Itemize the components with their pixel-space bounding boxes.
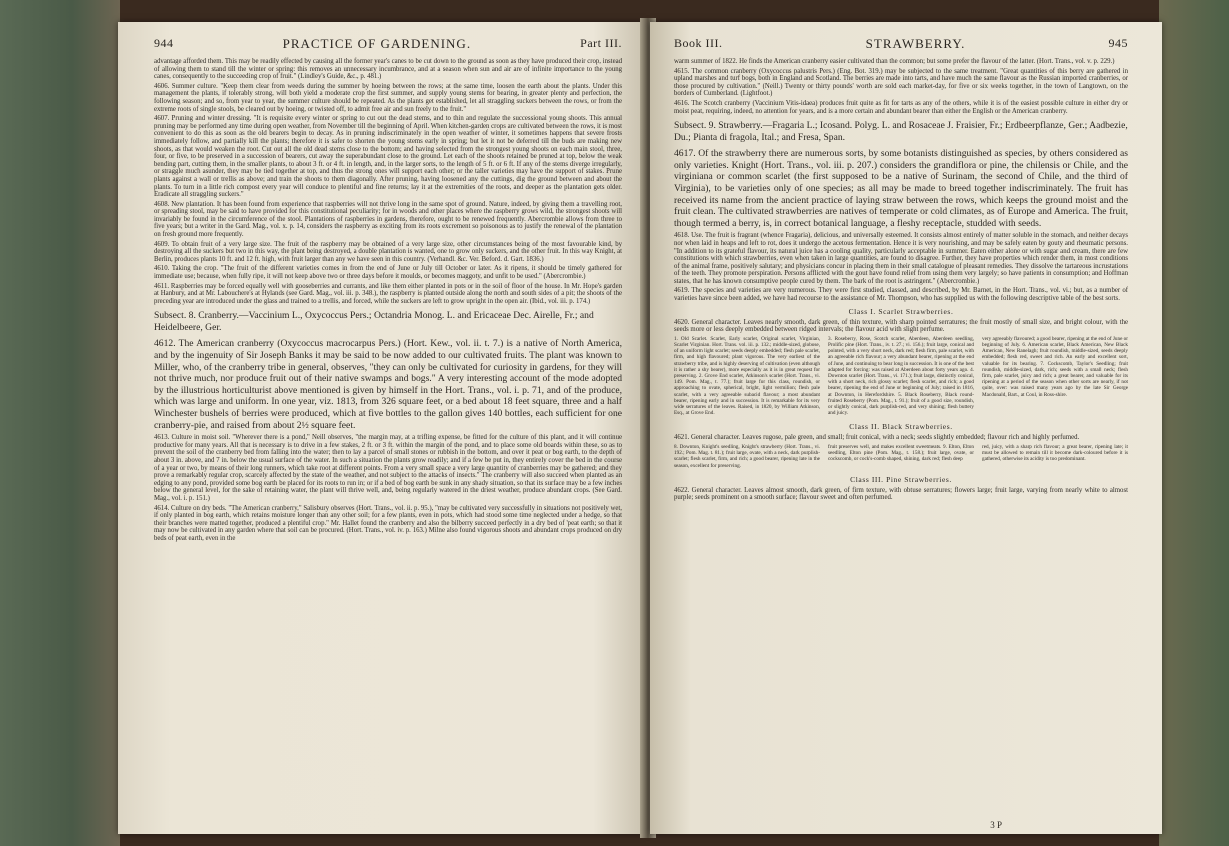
variety-text: 8. Downton, Knight's seedling, Knight's strawberry (Hort. Trans., vi. 192.; Pom. Mag. t. 81.); fruit large, ovate, with a neck, dark purplish-scarlet; flesh scarlet, firm, and rich; a good bearer, ripening late in the season, excellent for preserving.: [674, 444, 820, 469]
signature-mark: 3 P: [990, 820, 1002, 830]
paragraph: 4619. The species and varieties are very numerous. They were first studied, classed, and described, by Mr. Barnet, in the Hort. Trans., vol. vi.; but, as a number of varieties have since been added, we have had recourse to the assistance of Mr. Thompson, who has supplied us with the following descriptive table of the best sorts.: [674, 287, 1128, 303]
paragraph: 4610. Taking the crop. "The fruit of the different varieties comes in from the end of June or July till October or later. As it ripens, it should be timely gathered for immediate use; because, when fully ripe, it will not keep above two or three days before it moulds, or becomes maggoty, and unfit to be used." (Abercrombie.): [154, 265, 622, 281]
paragraph: warm summer of 1822. He finds the American cranberry easier cultivated than the common; but some prefer the flavour of the latter. (Hort. Trans., vol. v. p. 229.): [674, 58, 1115, 65]
variety-column: [674, 336, 820, 419]
section-heading-strawberry: Subsect. 9. Strawberry.—Fragaria L.; Icosand. Polyg. L. and Rosaceae J. Fraisier, Fr.; Erdbeerpflanze, Ger.; Aadbezie, Du.; Pianta di fragola, Ital.; and Fresa, Span.: [674, 120, 1128, 144]
section-heading-cranberry: Subsect. 8. Cranberry.—Vaccinium L., Oxycoccus Pers.; Octandria Monog. L. and Ericaceae Dec. Airelle, Fr.; and Heidelbeere, Ger.: [154, 310, 594, 334]
book-cover-left: [0, 0, 120, 846]
paragraph: 4609. To obtain fruit of a very large size. The fruit of the raspberry may be obtained of a very large size, other circumstances being of the most favourable kind, by destroying all the suckers but two in this way, the plant being destroyed, a double plantation is wanted, one to grow only suckers, and the other fruit. In this way Knight, at Berlin, produces plants 10 ft. and 12 ft. high, with fruit larger than any we have seen in this country. (Verhandl. &c. Ver. Beford. d. Gart. 1836.): [154, 240, 622, 263]
class-heading: Class III. Pine Strawberries.: [850, 474, 952, 484]
right-page: [650, 22, 1162, 834]
variety-column: [982, 444, 1128, 471]
right-running-title: STRAWBERRY.: [865, 36, 966, 51]
class-intro: 4622. General character. Leaves almost smooth, dark green, of firm texture, with obtuse serratures; flowers large; fruit large, varying from nearly white to almost purple; seeds prominent on a smooth surface; flavour sweet and often perfumed.: [674, 486, 1128, 502]
right-running-head: [674, 36, 1128, 52]
paragraph-large: 4617. Of the strawberry there are numerous sorts, by some botanists distinguished as species, by others considered as only varieties. Knight (Hort. Trans., vol. iii. p. 207.) considers the grandiflora or pine, the chilensis or Chile, and the virginiana or common scarlet (the first supposed to be a native of Surinam, the second of Chile, and the third of Virginia), to be varieties only of one species; as all may be made to breed together indiscriminately. The fruit has received its name from the ancient practice of laying straw between the rows, which keeps the ground moist and the fruit clean. The cultivated strawberries are natives of temperate or cold climates, as of Europe and America. The fruit, though termed a berry, is, in correct botanical language, a fleshy receptacle, studded with seeds.: [674, 148, 1128, 229]
left-running-title: PRACTICE OF GARDENING.: [282, 36, 472, 51]
class-heading: Class I. Scarlet Strawberries.: [848, 306, 954, 316]
paragraph: advantage afforded them. This may be readily effected by causing all the former year's canes to be cut down to the ground as soon as they have produced their crop, instead of allowing them to stand till the winter or spring: this removes an unnecessary incumbrance, and at a season when sun and air are of infinite importance to the young canes, consequently to the succeeding crop of fruit." (Lindley's Guide, &c., p. 481.): [154, 58, 622, 81]
variety-columns: [674, 336, 1128, 419]
class-intro: 4620. General character. Leaves nearly smooth, dark green, of thin texture, with sharp pointed serratures; the fruit mostly of small size, and bright colour, with the seeds more or less deeply embedded between ridged intervals; the flavour acid with slight perfume.: [674, 318, 1128, 334]
variety-column: [828, 444, 974, 471]
paragraph: 4607. Pruning and winter dressing. "It is requisite every winter or spring to cut out the dead stems, and to thin and regulate the successional young shoots. This annual pruning may be performed any time during open weather, from November till the beginning of April. When kitchen-garden crops are cultivated between the rows, it is most convenient to do this as soon as the old bearers begin to decay. As in pruning indiscriminately in the open weather of winter, it sometimes happens that severe frosts immediately follow, and partially kill the plants; therefore it is safer to shorten the young stems early in spring; but let it not be deferred till the buds are making new shoots, as that would weaken the root. Cut out all the old dead stems close to the bottom; and having selected from the strongest young shoots on each main stool, three, four, or five, to be preserved in a succession of bearers, cut away the superabundant close to the ground. Let each of the shoots retained be pruned at top, below the weak bending part, cutting them, in the smaller plants, to about 3 ft. or 4 ft. in length, and, in the larger sorts, to the length of 5 ft. or 6 ft. If any of the stems diverge irregularly, or straggle much asunder, they may be tied together at top, and thus the strong ones will support each other; or the taller varieties may have the support of stakes. Prune plants against a wall or trellis as above; and train the shoots to them diagonally. After pruning, having loosened any the cuttings, dig the ground between and about the plants. To turn in a little rich compost every year will conduce to plentiful and fine returns; lay it at the extremities of the roots, and deeper as the plantation gets older. Eradicate all straggling suckers.": [154, 115, 622, 199]
left-running-head: [154, 36, 622, 52]
right-page-number: 945: [1108, 36, 1128, 50]
class-heading: Class II. Black Strawberries.: [849, 422, 953, 432]
paragraph: 4613. Culture in moist soil. "Wherever there is a pond," Neill observes, "the margin may, at a trifling expense, be fitted for the culture of this plant, and it will continue productive for many years. All that is necessary is to drive in a few stakes, 2 ft. or 3 ft. within the margin of the pond, and to place some old boards within these, so as to prevent the soil of the cranberry bed from falling into the water; then to lay a parcel of small stones or rubbish in the bottom, and over it peat or bog earth, to the depth of about 3 in. above, and 7 in. below the usual surface of the water. In such a situation the plants grow readily; and if a few be put in, they entirely cover the bed in the course of a year or two, by means of their long runners, which take root at different points. From a very small space a very large quantity of cranberries may be gathered; and they prove a remarkably regular crop, scarcely affected by the state of the weather, and not subject to the attacks of insects." The cranberry will also succeed when planted as an edging to any pond, provided some bog earth be placed for its roots to run in; or if a bed of bog earth be sunk in any shady situation, so that its surface may be a few inches below the general level, for the sake of retaining water, the plant will thrive well, and, being regularly watered in the driest weather, produce abundant crops. (See Gard. Mag., vol. i. p. 151.): [154, 434, 622, 502]
left-page: [118, 22, 646, 834]
paragraph: 4616. The Scotch cranberry (Vaccinium Vitis-idaea) produces fruit quite as fit for tarts as any of the others, while it is of the easiest possible culture in either dry or moist peat, requiring, indeed, no attention for years, and is a more certain and abundant bearer than either the English or the American cranberry.: [674, 99, 1128, 115]
variety-text: very agreeably flavoured; a good bearer, ripening at the end of June or beginning of July. 6. American scarlet, Black American, New Black American, New Ranelagh; fruit roundish, middle-sized, seeds deeply embedded; flesh red, sweet and rich. An early and excellent sort, valuable for its bearing. 7. Cockscomb, Taylor's Seedling; fruit roundish, middle-sized, dark, rich; seeds with a small neck; flesh firm, pale scarlet, juicy and rich; a great bearer, and valuable for its ripening at a period of the season when other sorts are nearly, if not quite, over: was raised many years ago by the late Sir George Macdonald, Bart., at Coul, in Ross-shire.: [982, 335, 1128, 398]
book-cover-right: [1159, 0, 1229, 846]
variety-columns: [674, 444, 1128, 471]
variety-text: 3. Roseberry, Rose, Scotch scarlet, Aberdeen, Aberdeen seedling, Prolific pine (Hort. Trans., iv. t. 27.; vi. 156.); fruit large, conical and pointed, with a very short neck, dark red; flesh firm, pale scarlet, with an agreeable rich flavour; a very abundant bearer, ripening at the end of June, and continuing to bear long in succession. It is one of the best adapted for forcing: was raised at Aberdeen about forty years ago. 4. Downton scarlet (Hort. Trans., vi. 171.); fruit large, distinctly conical, with a short neck, rich glossy scarlet; flesh scarlet, and rich; a good bearer, ripening the end of June or beginning of July; raised in 1816, at Downton, in Herefordshire. 5. Black Roseberry, Black round-fruited Roseberry (Pom. Mag., t. 91.); fruit of a good size, roundish, or slightly conical, dark purplish-red, and very shining; flesh buttery and juicy.: [828, 335, 974, 417]
variety-column: [982, 336, 1128, 419]
left-page-number: 944: [154, 36, 174, 50]
paragraph: 4606. Summer culture. "Keep them clear from weeds during the summer by hoeing between the rows; at the same time, loosen the earth about the plants. Under this management the plants, if tolerably strong, will both yield a moderate crop the first summer, and supply young stems for bearing, in greater plenty and perfection, the following season; and so, from year to year, the summer culture should be repeated. As the plants get established, let all straggling suckers between the rows, or from the extreme roots of single stools, be cleared out by hoeing, or twisted off, to admit free air and sun freely to the fruit.": [154, 82, 622, 113]
paragraph: 4618. Use. The fruit is fragrant (whence Fragaria), delicious, and universally esteemed. It consists almost entirely of matter soluble in the stomach, and neither decays nor when laid in heaps and left to rot, does it undergo the acetous fermentation. Hence it is very nourishing, and may be safely eaten by gouty and rheumatic persons. "In addition to its grateful flavour, its natural juice has a cooling quality, particularly acceptable in summer. Eaten either alone or with sugar and cream, there are few constitutions with which strawberries, even when taken in large quantities, are found to disagree. Further, they have properties which render them, in most conditions of the animal frame, positively salutary; and physicians concur in placing them in their small catalogue of pleasant remedies. They dissolve the tartareous incrustations of the teeth. They promote perspiration. Persons afflicted with the gout have found relief from using them very largely; so have patients in consumption; and Hoffman states, that he has known consumptive people cured by them. The bark of the root is astringent." (Abercrombie.): [674, 232, 1128, 285]
right-book-label: Book III.: [674, 36, 723, 50]
left-part-label: Part III.: [580, 36, 622, 50]
variety-text: fruit preserves well, and makes excellent sweetmeats. 9. Elton, Elton seedling, Elton pine (Pom. Mag., t. 158.); fruit large, ovate, or cockscomb, or cock's-comb shaped, shining, dark red; flesh deep: [828, 444, 974, 463]
variety-column: [674, 444, 820, 471]
paragraph-large: 4612. The American cranberry (Oxycoccus macrocarpus Pers.) (Hort. Kew., vol. ii. t. 7.) is a native of North America, and by the ingenuity of Sir Joseph Banks it may be said to be now added to our cultivated fruits. The plant was known to Miller, who, of the cranberry tribe in general, observes, "they can only be cultivated for curiosity in gardens, for they will not thrive much, nor produce fruit out of their native swamps and bogs." A very interesting account of the mode adopted by the illustrious horticulturist above mentioned is given by himself in the Hort. Trans., vol. i. p. 71, and of the produce, which was large and uniform. In one year, viz. 1813, from 326 square feet, or a bed about 18 feet square, three and a half Winchester bushels of berries were produced, which at five bottles to the gallon gives 140 bottles, each sufficient for one cranberry-pie, and raised from about 2½ square feet.: [154, 338, 622, 431]
variety-text: red, juicy, with a sharp rich flavour; a great bearer, ripening late; it must be allowed to remain till it become dark-coloured before it is gathered, otherwise its acidity is too predominant.: [982, 444, 1128, 463]
paragraph: 4615. The common cranberry (Oxycoccus palustris Pers.) (Eng. Bot. 319.) may be subjected to the same treatment. "Great quantities of this berry are gathered in upland marshes and turf bogs, both in England and Scotland. The berries are made into tarts, and have much the same flavour as the Russian imported cranberries, or those procured by cultivation." (Neill.) Twenty or thirty pounds' worth are sold each market-day, for five or six weeks together, in the town of Langtown, on the borders of Cumberland. (Lightfoot.): [674, 67, 1128, 98]
paragraph: 4614. Culture on dry beds. "The American cranberry," Salisbury observes (Hort. Trans., vol. ii. p. 95.), "may be cultivated very successfully in situations not positively wet, if only planted in bog earth, which retains moisture longer than any other soil; for a few plants, even in pots, which had stood some time neglected under a hedge, so that their branches were matted together, produced a plentiful crop." Mr. Hallet found the cranberry and also the bilberry succeed perfectly in a dry bed of 'peat earth; so that it may now be cultivated in any garden where that soil can be procured. (Hort. Trans., vol. iv. p. 163.) Milne also found vigorous shoots and abundant crops produced on dry beds of peat earth, even in the: [154, 504, 622, 542]
class-intro: 4621. General character. Leaves rugose, pale green, and small; fruit conical, with a neck; seeds slightly embedded; flavour rich and highly perfumed.: [674, 434, 1080, 442]
paragraph: 4608. New plantation. It has been found from experience that raspberries will not thrive long in the same spot of ground. Nature, indeed, by giving them a travelling root, or spreading stool, may be said to have provided for this constitutional peculiarity; for in woods and other places where the raspberry grows wild, the strongest shoots will invariably be found in the circumference of the stool. Plantations of raspberries in gardens, therefore, ought to be renewed frequently. Abercrombie allows from three to five years; but a writer in the Gard. Mag., vol. x. p. 14, considers the raspberry as exciting from its roots excrement so poisonous as to justify the renewal of the plantation on fresh ground more frequently.: [154, 200, 622, 239]
paragraph: 4611. Raspberries may be forced equally well with gooseberries and currants, and like them either planted in pots or in the soil of floor of the house. In Mr. Hope's garden at Hanbury, and at Mr. Labouchere's at Hylands (see Gard. Mag., vol. iii. p. 348.), the raspberry is planted outside along the north and south sides of a pit; the shoots of the preceding year are introduced under the glass and trained to a trellis, and forced, while the suckers are left to grow upright in the open air. (Ibid., vol. iii. p. 174.): [154, 282, 622, 305]
variety-column: [828, 336, 974, 419]
variety-text: 1. Old Scarlet. Scarlet, Early scarlet, Original scarlet, Virginian, Scarlet Virginian. Hort. Trans. vol. iii. p. 132.; middle-sized, globose, of an uniform light scarlet; seeds deeply embedded; flesh pale scarlet, firm, and high flavoured; plant vigorous. The very earliest of the strawberry tribe, and is highly deserving of cultivation (even although it is rather a shy bearer), more especially as it is in great request for preserving. 2. Grove End scarlet, Atkinson's scarlet (Hort. Trans., vi. 149. Pom. Mag., t. 77.); fruit large for this class, roundish, or approaching to ovate, spherical, bright, light vermilion; flesh pale scarlet, with a very agreeable subacid flavour; a most abundant bearer, ripening early and in succession. It is remarkable for its very wide serratures of the leaves. Raised, in 1820, by William Atkinson, Esq., at Grove End.: [674, 335, 820, 417]
